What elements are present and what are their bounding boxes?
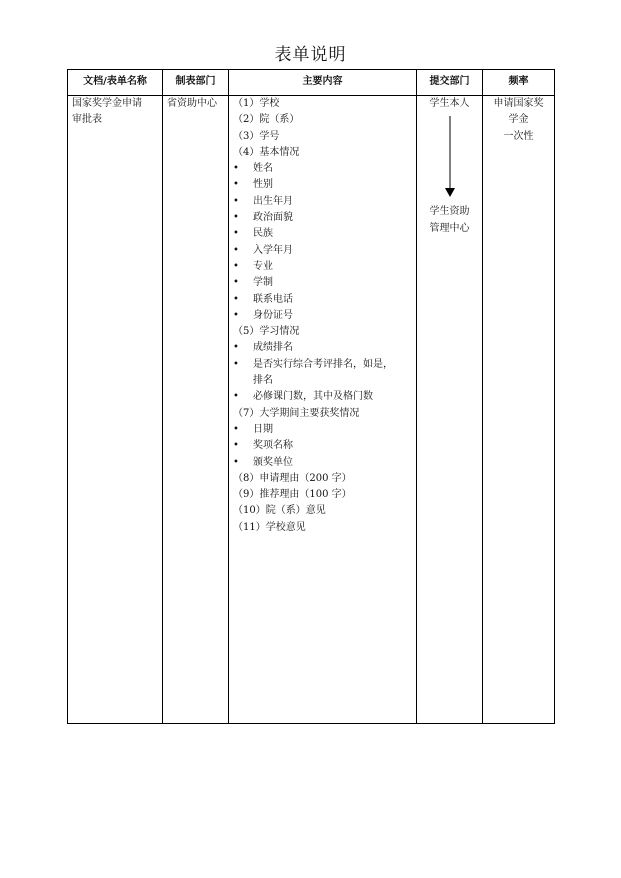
header-content: 主要内容 [229, 70, 417, 96]
frequency-line: 一次性 [503, 130, 534, 142]
content-bullet-item [233, 292, 412, 308]
content-bullet-item [233, 357, 412, 390]
down-arrow-icon [421, 112, 478, 204]
content-section-item: （3）学号 [233, 130, 280, 142]
content-bullet-text: • 颁奖单位 [253, 456, 293, 468]
content-bullet-item [233, 226, 412, 242]
content-bullet-item [233, 161, 412, 177]
content-bullet-text: • 政治面貌 [253, 212, 293, 224]
cell-submit [417, 96, 483, 724]
content-bullet-item [233, 275, 412, 291]
content-section-item: （2）院（系） [233, 114, 300, 126]
cell-content [229, 96, 417, 724]
content-bullet-item [233, 259, 412, 275]
content-section-item: （4）基本情况 [233, 146, 300, 158]
submit-to-line: 学生资助 [429, 206, 470, 218]
content-bullet-text: • 姓名 [253, 163, 273, 175]
cell-frequency [483, 96, 555, 724]
page-title: 表单说明 [274, 45, 347, 65]
content-bullet-text: • 是否实行综合考评排名，如是， [253, 358, 393, 370]
content-bullet-item [233, 438, 412, 454]
content-bullet-text: • 出生年月 [253, 195, 293, 207]
content-bullet-text: • 学制 [253, 277, 273, 289]
content-bullet-text: • 身份证号 [253, 309, 293, 321]
submit-to-line: 管理中心 [429, 222, 470, 234]
content-bullet-item [233, 308, 412, 324]
frequency-line: 学金 [508, 114, 529, 126]
header-frequency: 频率 [483, 70, 555, 96]
content-bullet-text: • 专业 [253, 260, 273, 272]
header-submit: 提交部门 [417, 70, 483, 96]
cell-dept [163, 96, 229, 724]
content-bullet-item [233, 210, 412, 226]
header-form-name: 文档/表单名称 [68, 70, 163, 96]
content-list [233, 96, 412, 536]
content-bullet-text: • 联系电话 [253, 293, 293, 305]
header-dept: 制表部门 [163, 70, 229, 96]
content-section-item: （5）学习情况 [233, 326, 300, 338]
content-bullet-text: • 入学年月 [253, 244, 293, 256]
content-section-item: （10）院（系）意见 [233, 505, 326, 517]
content-bullet-text: • 日期 [253, 423, 273, 435]
content-bullet-text: 排名 [253, 375, 273, 387]
content-bullet-item [233, 243, 412, 259]
cell-form-name [68, 96, 163, 724]
content-bullet-text: • 民族 [253, 228, 273, 240]
content-section-item: （11）学校意见 [233, 521, 306, 533]
content-bullet-item [233, 422, 412, 438]
content-bullet-text: • 奖项名称 [253, 440, 293, 452]
content-bullet-text: • 必修课门数，其中及格门数 [253, 391, 373, 403]
content-section-item: （8）申请理由（200 字） [233, 472, 352, 484]
content-bullet-item [233, 194, 412, 210]
dept-text: 省资助中心 [167, 98, 217, 109]
form-name-line: 国家奖学金申请 [72, 98, 142, 109]
form-name-line: 审批表 [72, 114, 102, 126]
content-section-item: （1）学校 [233, 98, 280, 109]
header-row [68, 70, 555, 96]
content-bullet-item [233, 177, 412, 193]
content-bullet-item [233, 340, 412, 356]
form-description-table [67, 69, 555, 724]
submit-from: 学生本人 [429, 98, 470, 109]
content-bullet-item [233, 389, 412, 405]
content-bullet-text: • 性别 [253, 179, 273, 191]
frequency-line: 申请国家奖 [493, 98, 544, 109]
content-section-item: （7）大学期间主要获奖情况 [233, 407, 360, 419]
content-bullet-text: • 成绩排名 [253, 342, 293, 354]
content-bullet-item [233, 455, 412, 471]
table-row [68, 96, 555, 724]
content-section-item: （9）推荐理由（100 字） [233, 489, 352, 501]
